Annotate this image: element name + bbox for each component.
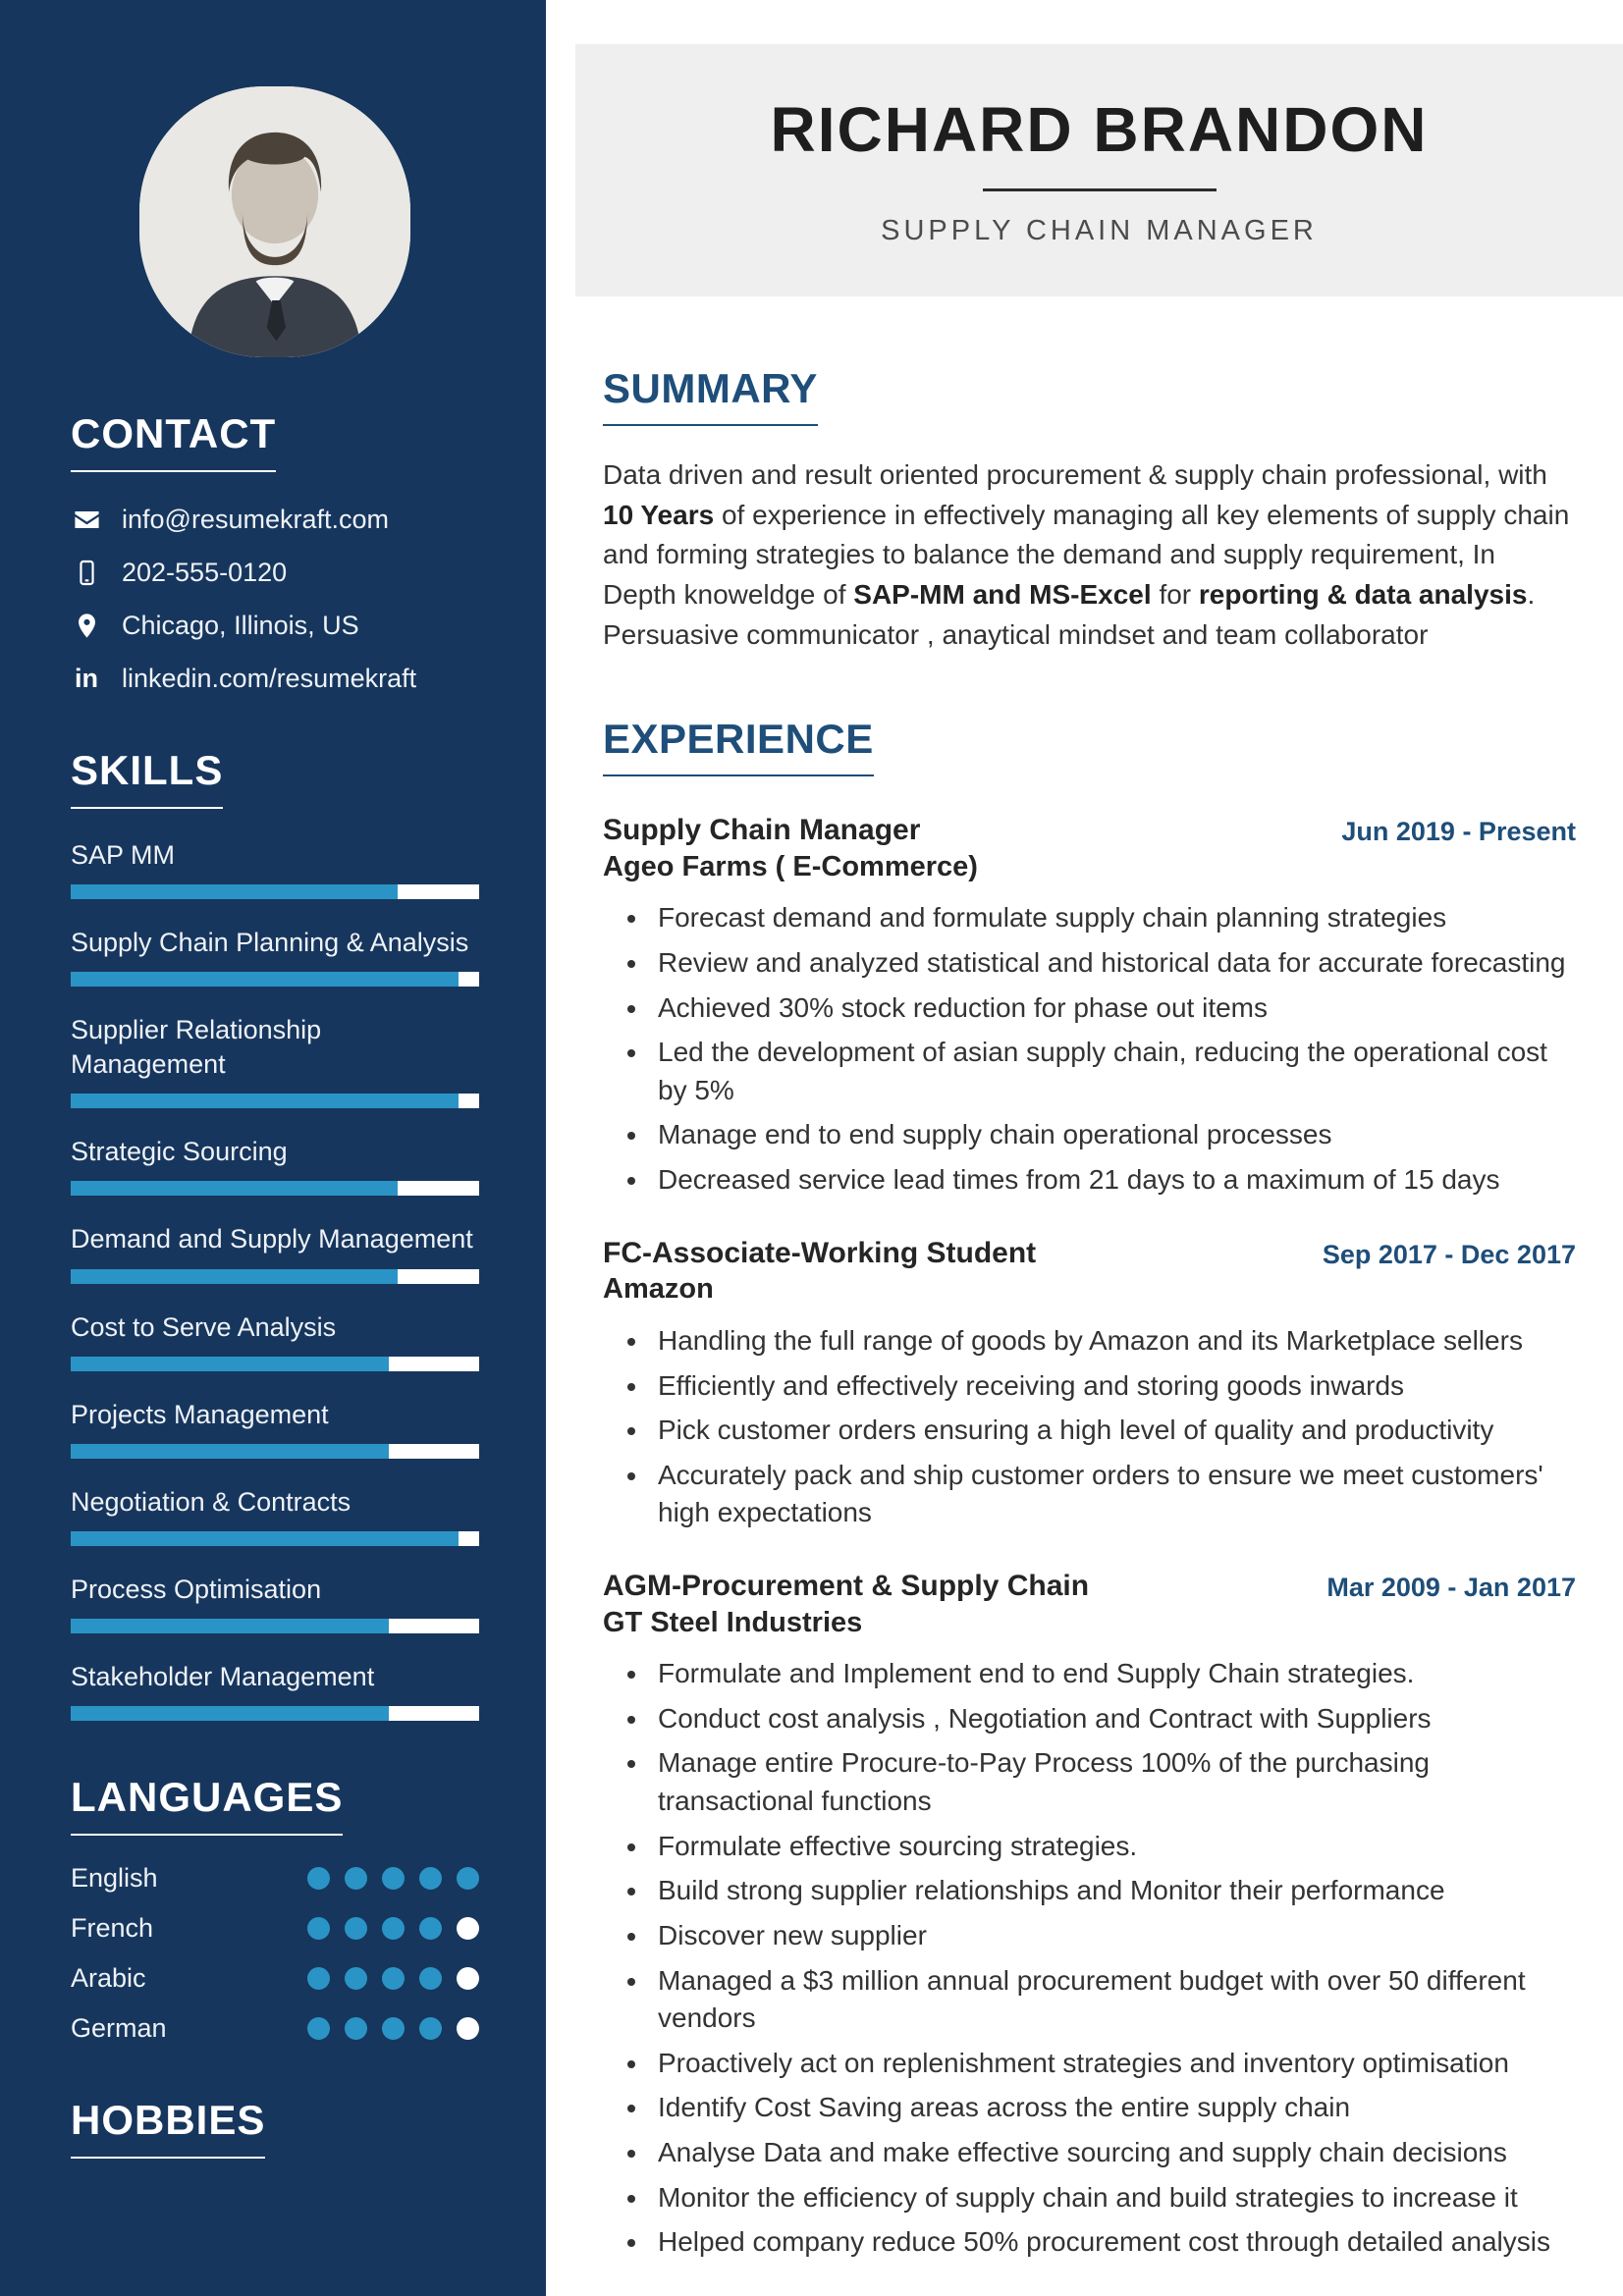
language-row xyxy=(71,1963,479,1994)
bullet-item: • Efficiently and effectively receiving and storing goods inwards xyxy=(650,1367,1576,1406)
bullet-item: • Achieved 30% stock reduction for phase out items xyxy=(650,989,1576,1028)
summary-plain-text: for xyxy=(1151,578,1199,610)
phone-icon xyxy=(71,557,102,588)
skill-label: Cost to Serve Analysis xyxy=(71,1311,337,1342)
level-dot xyxy=(419,1867,442,1890)
contact-text: linkedin.com/resumekraft xyxy=(122,663,417,693)
level-dot xyxy=(307,1967,330,1990)
bullet-item: • Formulate and Implement end to end Supply Chain strategies. xyxy=(650,1655,1576,1693)
job-dates: Mar 2009 - Jan 2017 xyxy=(1326,1573,1576,1603)
bullet-item: • Managed a $3 million annual procurement budget with over 50 different vendors xyxy=(650,1962,1576,2038)
level-dot xyxy=(307,1917,330,1940)
skill-bar-fill xyxy=(71,1094,459,1108)
level-dot xyxy=(457,1967,479,1990)
skill-bar xyxy=(71,884,479,899)
contact-text: info@resumekraft.com xyxy=(122,504,389,534)
bullet-item: • Identify Cost Saving areas across the entire supply chain xyxy=(650,2089,1576,2127)
bullet-item: • Analyse Data and make effective sourcing and supply chain decisions xyxy=(650,2134,1576,2172)
location-icon xyxy=(71,610,102,641)
skill-item xyxy=(71,1660,479,1721)
language-level-dots xyxy=(307,1967,479,1990)
level-dot xyxy=(382,1967,405,1990)
skill-bar xyxy=(71,1531,479,1546)
skill-bar xyxy=(71,1181,479,1196)
job-company: Amazon xyxy=(603,1273,714,1306)
summary-text xyxy=(603,455,1576,655)
bullet-item: • Handling the full range of goods by Amazon and its Marketplace sellers xyxy=(650,1322,1576,1361)
level-dot xyxy=(457,1917,479,1940)
skill-bar xyxy=(71,1619,479,1633)
level-dot xyxy=(345,1917,367,1940)
skill-label: Strategic Sourcing xyxy=(71,1137,288,1167)
avatar xyxy=(139,86,410,357)
main-body xyxy=(603,365,1576,2262)
level-dot xyxy=(457,2017,479,2040)
bullet-item: • Pick customer orders ensuring a high level of quality and productivity xyxy=(650,1412,1576,1450)
job-header xyxy=(603,1235,1576,1308)
language-label: French xyxy=(71,1913,154,1944)
skill-label: Stakeholder Management xyxy=(71,1661,375,1691)
contact-text: Chicago, Illinois, US xyxy=(122,610,359,640)
summary-bold-text: reporting & data analysis xyxy=(1198,578,1528,610)
contact-item xyxy=(71,663,479,694)
bullet-item: • Review and analyzed statistical and historical data for accurate forecasting xyxy=(650,944,1576,983)
contact-list xyxy=(71,504,479,694)
level-dot xyxy=(345,2017,367,2040)
job-bullets xyxy=(603,1655,1576,2262)
skill-bar-fill xyxy=(71,1269,398,1284)
linkedin-icon: in xyxy=(75,663,98,693)
job-dates: Sep 2017 - Dec 2017 xyxy=(1322,1239,1576,1269)
level-dot xyxy=(345,1967,367,1990)
name-divider xyxy=(983,188,1217,191)
language-row xyxy=(71,1863,479,1894)
job-title-block xyxy=(603,1235,1036,1308)
language-row xyxy=(71,1913,479,1944)
summary-bold-text: 10 Years xyxy=(603,499,715,530)
job-entry xyxy=(603,812,1576,1200)
skill-label: Supplier Relationship Management xyxy=(71,1015,322,1080)
job-dates: Jun 2019 - Present xyxy=(1341,817,1576,847)
bullet-item: • Manage end to end supply chain operational processes xyxy=(650,1116,1576,1154)
level-dot xyxy=(345,1867,367,1890)
skill-bar xyxy=(71,1444,479,1459)
skill-item xyxy=(71,1013,479,1108)
skills-list xyxy=(71,838,479,1721)
contact-item xyxy=(71,610,479,641)
jobs-list xyxy=(603,812,1576,2262)
level-dot xyxy=(419,1967,442,1990)
level-dot xyxy=(457,1867,479,1890)
summary-heading: SUMMARY xyxy=(603,365,818,426)
skill-label: Negotiation & Contracts xyxy=(71,1486,352,1517)
summary-bold-text: SAP-MM and MS-Excel xyxy=(853,578,1152,610)
skill-bar-fill xyxy=(71,884,398,899)
bullet-item: • Build strong supplier relationships and Monitor their performance xyxy=(650,1872,1576,1910)
skills-section xyxy=(71,747,479,1721)
bullet-item: • Decreased service lead times from 21 days to a maximum of 15 days xyxy=(650,1161,1576,1200)
language-label: English xyxy=(71,1863,158,1894)
job-entry xyxy=(603,1235,1576,1532)
main-content xyxy=(546,0,1623,2296)
job-title: Supply Chain Manager xyxy=(603,814,921,847)
person-name: RICHARD BRANDON xyxy=(770,94,1429,165)
language-level-dots xyxy=(307,1867,479,1890)
languages-section xyxy=(71,1774,479,2044)
language-row xyxy=(71,2013,479,2044)
level-dot xyxy=(382,2017,405,2040)
bullet-item: • Conduct cost analysis , Negotiation and Contract with Suppliers xyxy=(650,1700,1576,1738)
job-title-block xyxy=(603,812,978,885)
contact-item xyxy=(71,504,479,535)
skill-item xyxy=(71,1573,479,1633)
summary-plain-text: of experience in effectively managing all key elements of supply chain and forming strategies to balance the demand and supply requirement, In Depth knoweldge of xyxy=(603,499,1570,610)
level-dot xyxy=(307,2017,330,2040)
skill-item xyxy=(71,1310,479,1371)
language-level-dots xyxy=(307,2017,479,2040)
contact-text: 202-555-0120 xyxy=(122,557,288,587)
skill-bar-fill xyxy=(71,1706,389,1721)
bullet-item: • Formulate effective sourcing strategies. xyxy=(650,1828,1576,1866)
skill-bar-fill xyxy=(71,972,459,987)
profile-photo-placeholder xyxy=(139,86,410,357)
bullet-item: • Forecast demand and formulate supply chain planning strategies xyxy=(650,899,1576,937)
skill-label: SAP MM xyxy=(71,840,176,870)
skill-label: Process Optimisation xyxy=(71,1574,322,1604)
summary-plain-text: Data driven and result oriented procurement & supply chain professional, with xyxy=(603,459,1547,491)
bullet-item: • Accurately pack and ship customer orders to ensure we meet customers' high expectations xyxy=(650,1457,1576,1532)
language-level-dots xyxy=(307,1917,479,1940)
skill-bar-fill xyxy=(71,1444,389,1459)
skill-label: Projects Management xyxy=(71,1399,329,1429)
skills-heading: SKILLS xyxy=(71,747,223,809)
job-title: AGM-Procurement & Supply Chain xyxy=(603,1570,1090,1603)
skill-item xyxy=(71,1398,479,1459)
languages-list xyxy=(71,1863,479,2044)
language-label: German xyxy=(71,2013,167,2044)
summary-plain-text: . Persuasive communicator , anaytical mindset and team collaborator xyxy=(603,578,1536,650)
summary-section xyxy=(603,365,1576,655)
skill-bar-fill xyxy=(71,1619,389,1633)
skill-label: Supply Chain Planning & Analysis xyxy=(71,928,469,958)
hobbies-section xyxy=(71,2097,479,2159)
skill-bar xyxy=(71,1094,479,1108)
skill-bar xyxy=(71,972,479,987)
job-title-block xyxy=(603,1568,1089,1641)
experience-section xyxy=(603,716,1576,2262)
job-bullets xyxy=(603,899,1576,1199)
level-dot xyxy=(382,1917,405,1940)
experience-heading: EXPERIENCE xyxy=(603,716,874,776)
job-bullets xyxy=(603,1322,1576,1532)
bullet-item: • Monitor the efficiency of supply chain and build strategies to increase it xyxy=(650,2179,1576,2217)
skill-bar-fill xyxy=(71,1181,398,1196)
skill-bar xyxy=(71,1357,479,1371)
bullet-item: • Discover new supplier xyxy=(650,1917,1576,1955)
skill-label: Demand and Supply Management xyxy=(71,1224,473,1255)
bullet-item: • Manage entire Procure-to-Pay Process 100% of the purchasing transactional functions xyxy=(650,1744,1576,1820)
job-header xyxy=(603,812,1576,885)
bullet-item: • Proactively act on replenishment strategies and inventory optimisation xyxy=(650,2045,1576,2083)
job-header xyxy=(603,1568,1576,1641)
job-company: GT Steel Industries xyxy=(603,1606,863,1638)
skill-item xyxy=(71,926,479,987)
language-label: Arabic xyxy=(71,1963,146,1994)
bullet-item: • Helped company reduce 50% procurement cost through detailed analysis xyxy=(650,2223,1576,2262)
job-company: Ageo Farms ( E-Commerce) xyxy=(603,850,978,882)
skill-bar-fill xyxy=(71,1357,389,1371)
level-dot xyxy=(419,2017,442,2040)
contact-section xyxy=(71,410,479,694)
contact-heading: CONTACT xyxy=(71,410,276,472)
skill-item xyxy=(71,1135,479,1196)
skill-item xyxy=(71,1222,479,1283)
sidebar xyxy=(0,0,546,2296)
job-title: FC-Associate-Working Student xyxy=(603,1236,1037,1269)
bullet-item: • Led the development of asian supply chain, reducing the operational cost by 5% xyxy=(650,1034,1576,1109)
skill-bar-fill xyxy=(71,1531,459,1546)
skill-bar xyxy=(71,1269,479,1284)
hobbies-heading: HOBBIES xyxy=(71,2097,265,2159)
job-entry xyxy=(603,1568,1576,2262)
header-block xyxy=(575,44,1623,296)
level-dot xyxy=(307,1867,330,1890)
skill-item xyxy=(71,1485,479,1546)
contact-item xyxy=(71,557,479,588)
level-dot xyxy=(419,1917,442,1940)
level-dot xyxy=(382,1867,405,1890)
skill-item xyxy=(71,838,479,899)
skill-bar xyxy=(71,1706,479,1721)
email-icon xyxy=(71,504,102,535)
person-title: SUPPLY CHAIN MANAGER xyxy=(881,215,1318,247)
languages-heading: LANGUAGES xyxy=(71,1774,343,1836)
